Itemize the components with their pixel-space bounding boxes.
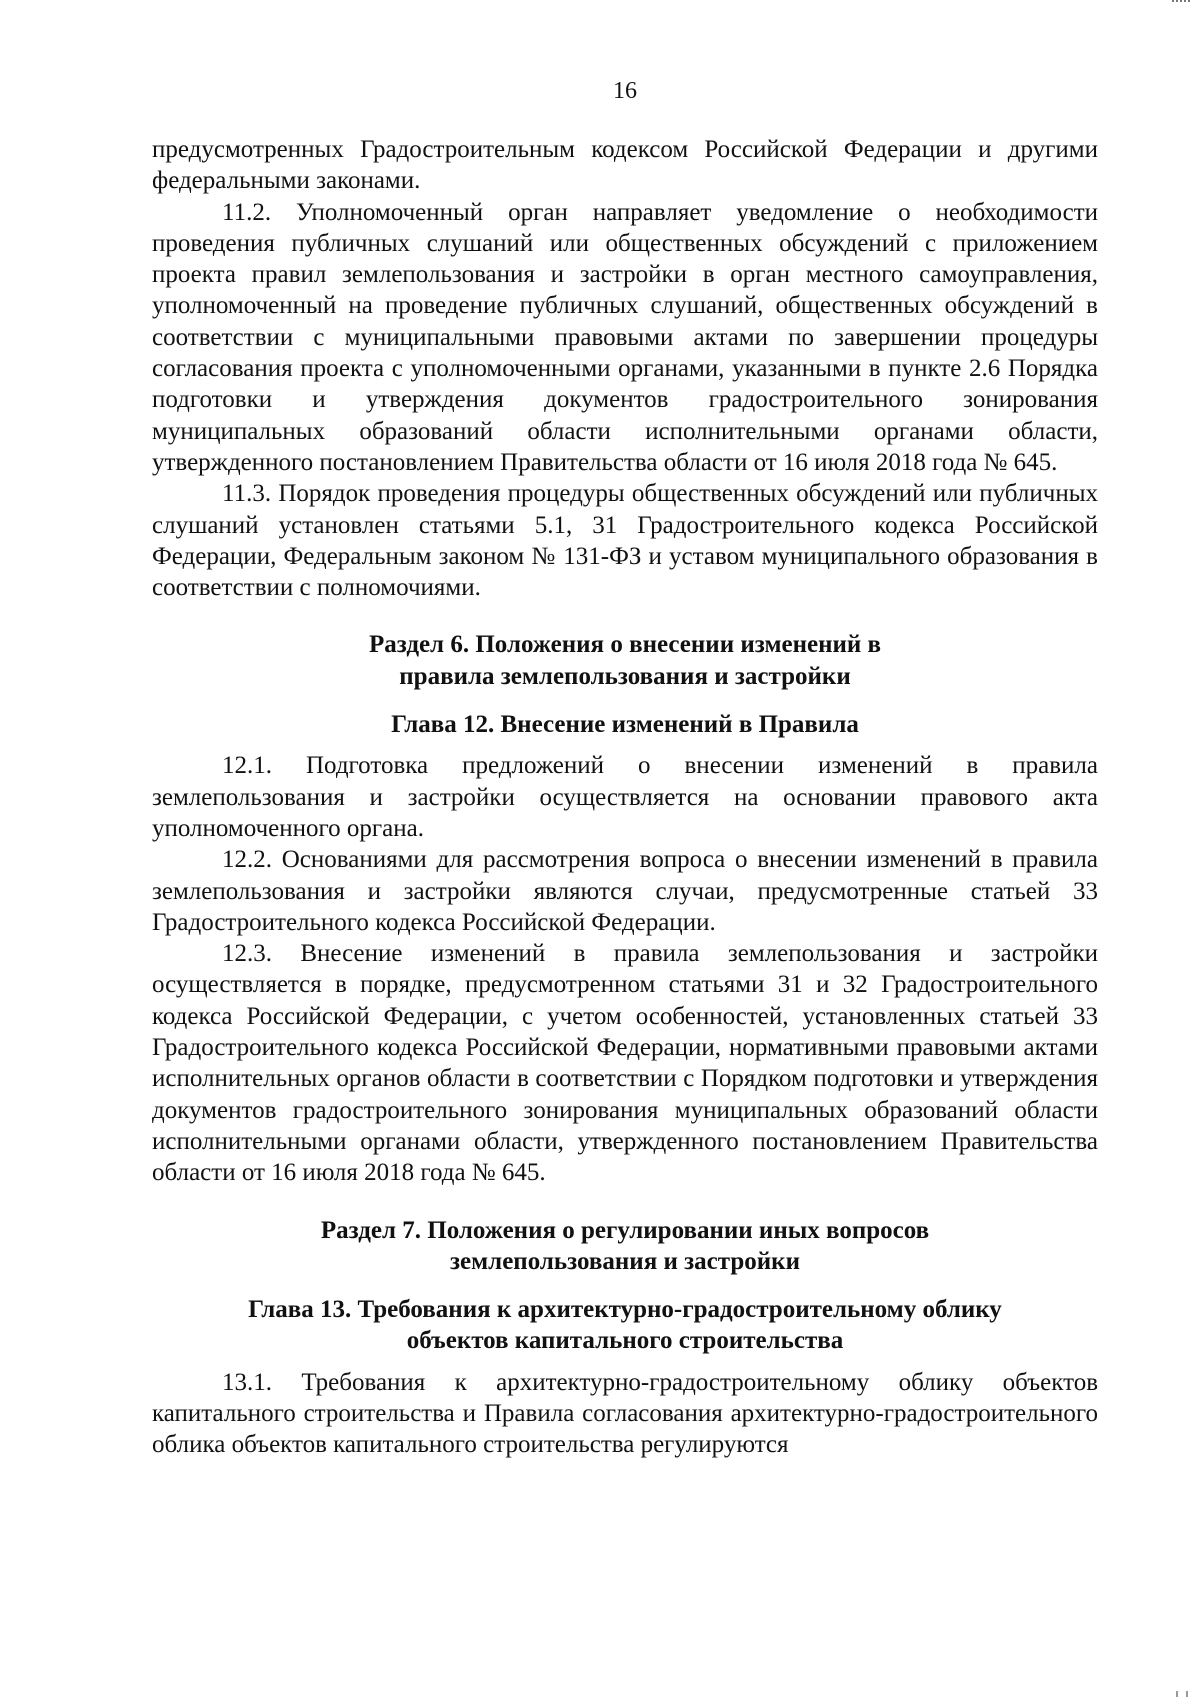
paragraph-12-2: 12.2. Основаниями для рассмотрения вопроса о внесении изменений в правила землепользования и застройки являются случаи, предусмотренные статьей 33 Градостроительного кодекса Российской Федерации. <box>152 846 1098 936</box>
section-6-heading-line-1: Раздел 6. Положения о внесении изменений в <box>368 631 882 659</box>
spacer <box>152 603 1098 629</box>
section-6-heading-line-2: правила землепользования и застройки <box>399 662 851 690</box>
document-body <box>152 134 1098 1461</box>
section-7-heading <box>152 1215 1098 1278</box>
section-7-heading-line-1: Раздел 7. Положения о регулировании иных вопросов <box>320 1216 930 1244</box>
paragraph-11-2: 11.2. Уполномоченный орган направляет уведомление о необходимости проведения публичных слушаний или общественных обсуждений с приложением проекта правил землепользования и застройки в орган местного самоуправления, уполномоченный на проведение публичных слушаний, общественных обсуждений в соответствии с муниципальными правовыми актами по завершении процедуры согласования проекта с уполномоченными органами, указанными в пункте 2.6 Порядка подготовки и утверждения документов градостроительного зонирования муниципальных образований области исполнительными органами области, утвержденного постановлением Правительства области от 16 июля 2018 года № 645. <box>152 198 1098 476</box>
spacer <box>152 1277 1098 1294</box>
spacer <box>152 1189 1098 1215</box>
spacer <box>152 740 1098 750</box>
paragraph-11-3: 11.3. Порядок проведения процедуры общественных обсуждений или публичных слушаний установлен статьями 5.1, 31 Градостроительного кодекса Российской Федерации, Федеральным законом № 131-ФЗ и уставом муниципального образования в соответствии с полномочиями. <box>152 480 1098 602</box>
paragraph-continuation: предусмотренных Градостроительным кодексом Российской Федерации и другими федеральными законами. <box>152 136 1098 195</box>
paragraph-13-1: 13.1. Требования к архитектурно-градостроительному облику объектов капитального строительства и Правила согласования архитектурно-градостроительного облика объектов капитального строительства регулируются <box>152 1368 1098 1459</box>
spacer <box>152 1357 1098 1367</box>
chapter-13-heading-line-2: объектов капитального строительства <box>406 1327 844 1355</box>
paragraph-12-1: 12.1. Подготовка предложений о внесении изменений в правила землепользования и застройки осуществляется на основании правового акта уполномоченного органа. <box>152 752 1098 842</box>
section-7-heading-line-2: землепользования и застройки <box>450 1247 800 1275</box>
chapter-13-heading <box>152 1294 1098 1357</box>
paragraph-12-3: 12.3. Внесение изменений в правила землепользования и застройки осуществляется в порядке, предусмотренном статьями 31 и 32 Градостроительного кодекса Российской Федерации, с учетом особенностей, установленных статьей 33 Градостроительного кодекса Российской Федерации, нормативными правовыми актами исполнительных органов области в соответствии с Порядком подготовки и утверждения документов градостроительного зонирования муниципальных образований области исполнительными органами области, утвержденного постановлением Правительства области от 16 июля 2018 года № 645. <box>152 940 1098 1187</box>
chapter-13-heading-line-1: Глава 13. Требования к архитектурно-градостроительному облику <box>248 1296 1002 1324</box>
scan-mark-bottom <box>1176 1691 1188 1697</box>
scan-mark-top <box>1172 0 1190 6</box>
page-number: 16 <box>613 78 637 104</box>
spacer <box>152 692 1098 709</box>
chapter-12-heading: Глава 12. Внесение изменений в Правила <box>391 711 859 739</box>
section-6-heading <box>152 629 1098 692</box>
